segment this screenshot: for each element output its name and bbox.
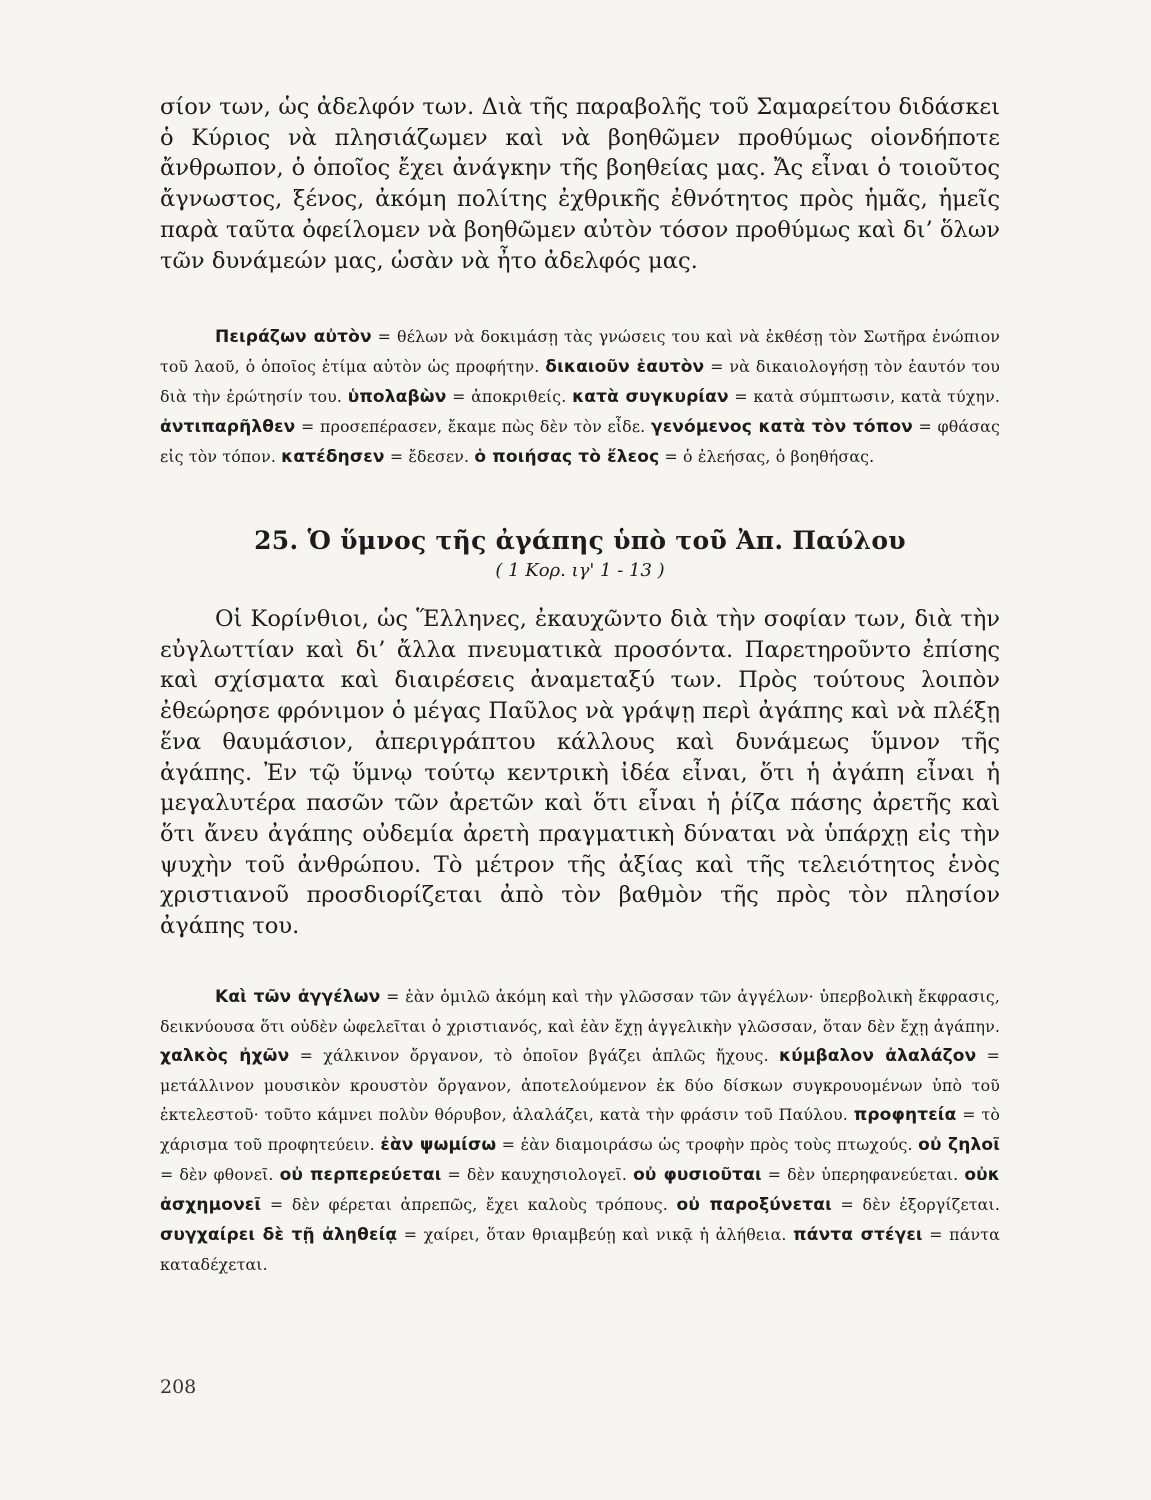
section-title: 25. Ὁ ὕμνος τῆς ἀγάπης ὑπὸ τοῦ Ἀπ. Παύλου: [254, 526, 906, 555]
note-term: κύμβαλον ἀλαλάζον: [778, 1046, 977, 1066]
note-term: κατὰ συγκυρίαν: [572, 387, 729, 407]
note-definition: = πάντα καταδέχεται.: [160, 1225, 1000, 1274]
note-term: Πειράζων αὐτὸν: [215, 327, 372, 347]
note-definition: = προσεπέρασεν, ἔκαμε πὼς δὲν τὸν εἶδε.: [295, 417, 651, 436]
note-definition: = κατὰ σύμπτωσιν, κατὰ τύχην.: [728, 387, 1000, 406]
vocabulary-notes-1: [160, 322, 1000, 472]
note-term: ὑπολαβὼν: [347, 387, 447, 407]
note-definition: = ἐὰν ὁμιλῶ ἀκόμη καὶ τὴν γλῶσσαν τῶν ἀγγέλων· ὑπερβολικὴ ἔκφρασις, δεικνύουσα ὅτι οὐδὲν ὠφελεῖται ὁ χριστιανός, καὶ ἐὰν ἔχῃ ἀγγελικὴν γλῶσσαν, ὅταν δὲν ἔχῃ ἀγάπην.: [160, 987, 1000, 1036]
page-number: 208: [160, 1376, 197, 1398]
note-term: δικαιοῦν ἑαυτὸν: [545, 357, 705, 377]
note-definition: = ἔδεσεν.: [384, 447, 475, 466]
note-definition: = δὲν ἐξοργίζεται.: [831, 1195, 1001, 1214]
page: [160, 92, 1000, 1279]
note-term: προφητεία: [853, 1105, 957, 1125]
note-term: οὐ ζηλοῖ: [918, 1135, 1000, 1155]
note-definition: = δὲν ὑπερηφανεύεται.: [761, 1165, 965, 1184]
note-definition: = νὰ δικαιολογήσῃ τὸν ἑαυτόν του διὰ τὴν ἐρώτησίν του.: [160, 357, 1001, 406]
note-term: οὐ περπερεύεται: [279, 1165, 442, 1185]
vocabulary-notes-2: [160, 982, 1000, 1279]
note-definition: = ἐὰν διαμοιράσω ὡς τροφὴν πρὸς τοὺς πτωχούς.: [496, 1135, 919, 1154]
note-definition: = τὸ χάρισμα τοῦ προφητεύειν.: [160, 1105, 1000, 1154]
note-term: Καὶ τῶν ἀγγέλων: [215, 987, 381, 1007]
note-definition: = ἀποκριθείς.: [446, 387, 573, 406]
note-term: χαλκὸς ἠχῶν: [160, 1046, 290, 1066]
note-definition: = δὲν καυχησιολογεῖ.: [441, 1165, 634, 1184]
note-term: πάντα στέγει: [793, 1225, 923, 1245]
note-definition: = δὲν φθονεῖ.: [160, 1165, 280, 1184]
section-subtitle: ( 1 Κορ. ιγ' 1 - 13 ): [495, 560, 665, 581]
note-term: οὐ φυσιοῦται: [633, 1165, 762, 1185]
note-term: οὐκ ἀσχημονεῖ: [160, 1165, 1000, 1215]
note-term: συγχαίρει δὲ τῇ ἀληθείᾳ: [160, 1225, 398, 1245]
note-definition: = θέλων νὰ δοκιμάσῃ τὰς γνώσεις του καὶ νὰ ἐκθέσῃ τὸν Σωτῆρα ἐνώπιον τοῦ λαοῦ, ὁ ὁποῖος ἐτίμα αὐτὸν ὡς προφήτην.: [160, 327, 1000, 376]
body-paragraph: Οἱ Κορίνθιοι, ὡς Ἕλληνες, ἐκαυχῶντο διὰ τὴν σοφίαν των, διὰ τὴν εὐγλωττίαν καὶ δι’ ἄλλα πνευματικὰ προσόντα. Παρετηροῦντο ἐπίσης καὶ σχίσματα καὶ διαιρέσεις ἀναμεταξύ των. Πρὸς τούτους λοιπὸν ἐθεώρησε φρόνιμον ὁ μέγας Παῦλος νὰ γράψῃ περὶ ἀγάπης καὶ νὰ πλέξῃ ἕνα θαυμάσιον, ἀπεριγράπτου κάλλους καὶ δυνάμεως ὕμνον τῆς ἀγάπης. Ἐν τῷ ὕμνῳ τούτῳ κεντρικὴ ἰδέα εἶναι, ὅτι ἡ ἀγάπη εἶναι ἡ μεγαλυτέρα πασῶν τῶν ἀρετῶν καὶ ὅτι εἶναι ἡ ῥίζα πάσης ἀρετῆς καὶ ὅτι ἄνευ ἀγάπης οὐδεμία ἀρετὴ πραγματικὴ δύναται νὰ ὑπάρχῃ εἰς τὴν ψυχὴν τοῦ ἀνθρώπου. Τὸ μέτρον τῆς ἀξίας καὶ τῆς τελειότητος ἑνὸς χριστιανοῦ προσδιορίζεται ἀπὸ τὸν βαθμὸν τῆς πρὸς τὸν πλησίον ἀγάπης του.: [160, 606, 1000, 940]
note-term: ἐὰν ψωμίσω: [380, 1135, 497, 1155]
note-definition: = ὁ ἐλεήσας, ὁ βοηθήσας.: [659, 447, 875, 466]
note-definition: = χαίρει, ὅταν θριαμβεύῃ καὶ νικᾷ ἡ ἀλήθεια.: [397, 1225, 794, 1244]
note-term: γενόμενος κατὰ τὸν τόπον: [650, 417, 913, 437]
note-term: οὐ παροξύνεται: [676, 1195, 832, 1215]
top-paragraph: σίον των, ὡς ἀδελφόν των. Διὰ τῆς παραβολῆς τοῦ Σαμαρείτου διδάσκει ὁ Κύριος νὰ πλησιάζωμεν καὶ νὰ βοηθῶμεν προθύμως οἱονδήποτε ἄνθρωπον, ὁ ὁποῖος ἔχει ἀνάγκην τῆς βοηθείας μας. Ἄς εἶναι ὁ τοιοῦτος ἄγνωστος, ξένος, ἀκόμη πολίτης ἐχθρικῆς ἐθνότητος πρὸς ἡμᾶς, ἡμεῖς παρὰ ταῦτα ὀφείλομεν νὰ βοηθῶμεν αὐτὸν τόσον προθύμως καὶ δι’ ὅλων τῶν δυνάμεών μας, ὡσὰν νὰ ἦτο ἀδελφός μας.: [160, 94, 1000, 274]
note-term: ἀντιπαρῆλθεν: [160, 417, 296, 437]
note-term: κατέδησεν: [281, 447, 385, 467]
note-definition: = φθάσας εἰς τὸν τόπον.: [160, 417, 1000, 466]
note-definition: = μετάλλινον μουσικὸν κρουστὸν ὄργανον, ἀποτελούμενον ἐκ δύο δίσκων συγκρουομένων ὑπὸ τοῦ ἐκτελεστοῦ· τοῦτο κάμνει πολὺν θόρυβον, ἀλαλάζει, κατὰ τὴν φράσιν τοῦ Παύλου.: [160, 1046, 1000, 1124]
note-definition: = χάλκινον ὄργανον, τὸ ὁποῖον βγάζει ἁπλῶς ἤχους.: [289, 1046, 779, 1065]
note-definition: = δὲν φέρεται ἀπρεπῶς, ἔχει καλοὺς τρόπους.: [261, 1195, 677, 1214]
note-term: ὁ ποιήσας τὸ ἔλεος: [474, 447, 660, 467]
